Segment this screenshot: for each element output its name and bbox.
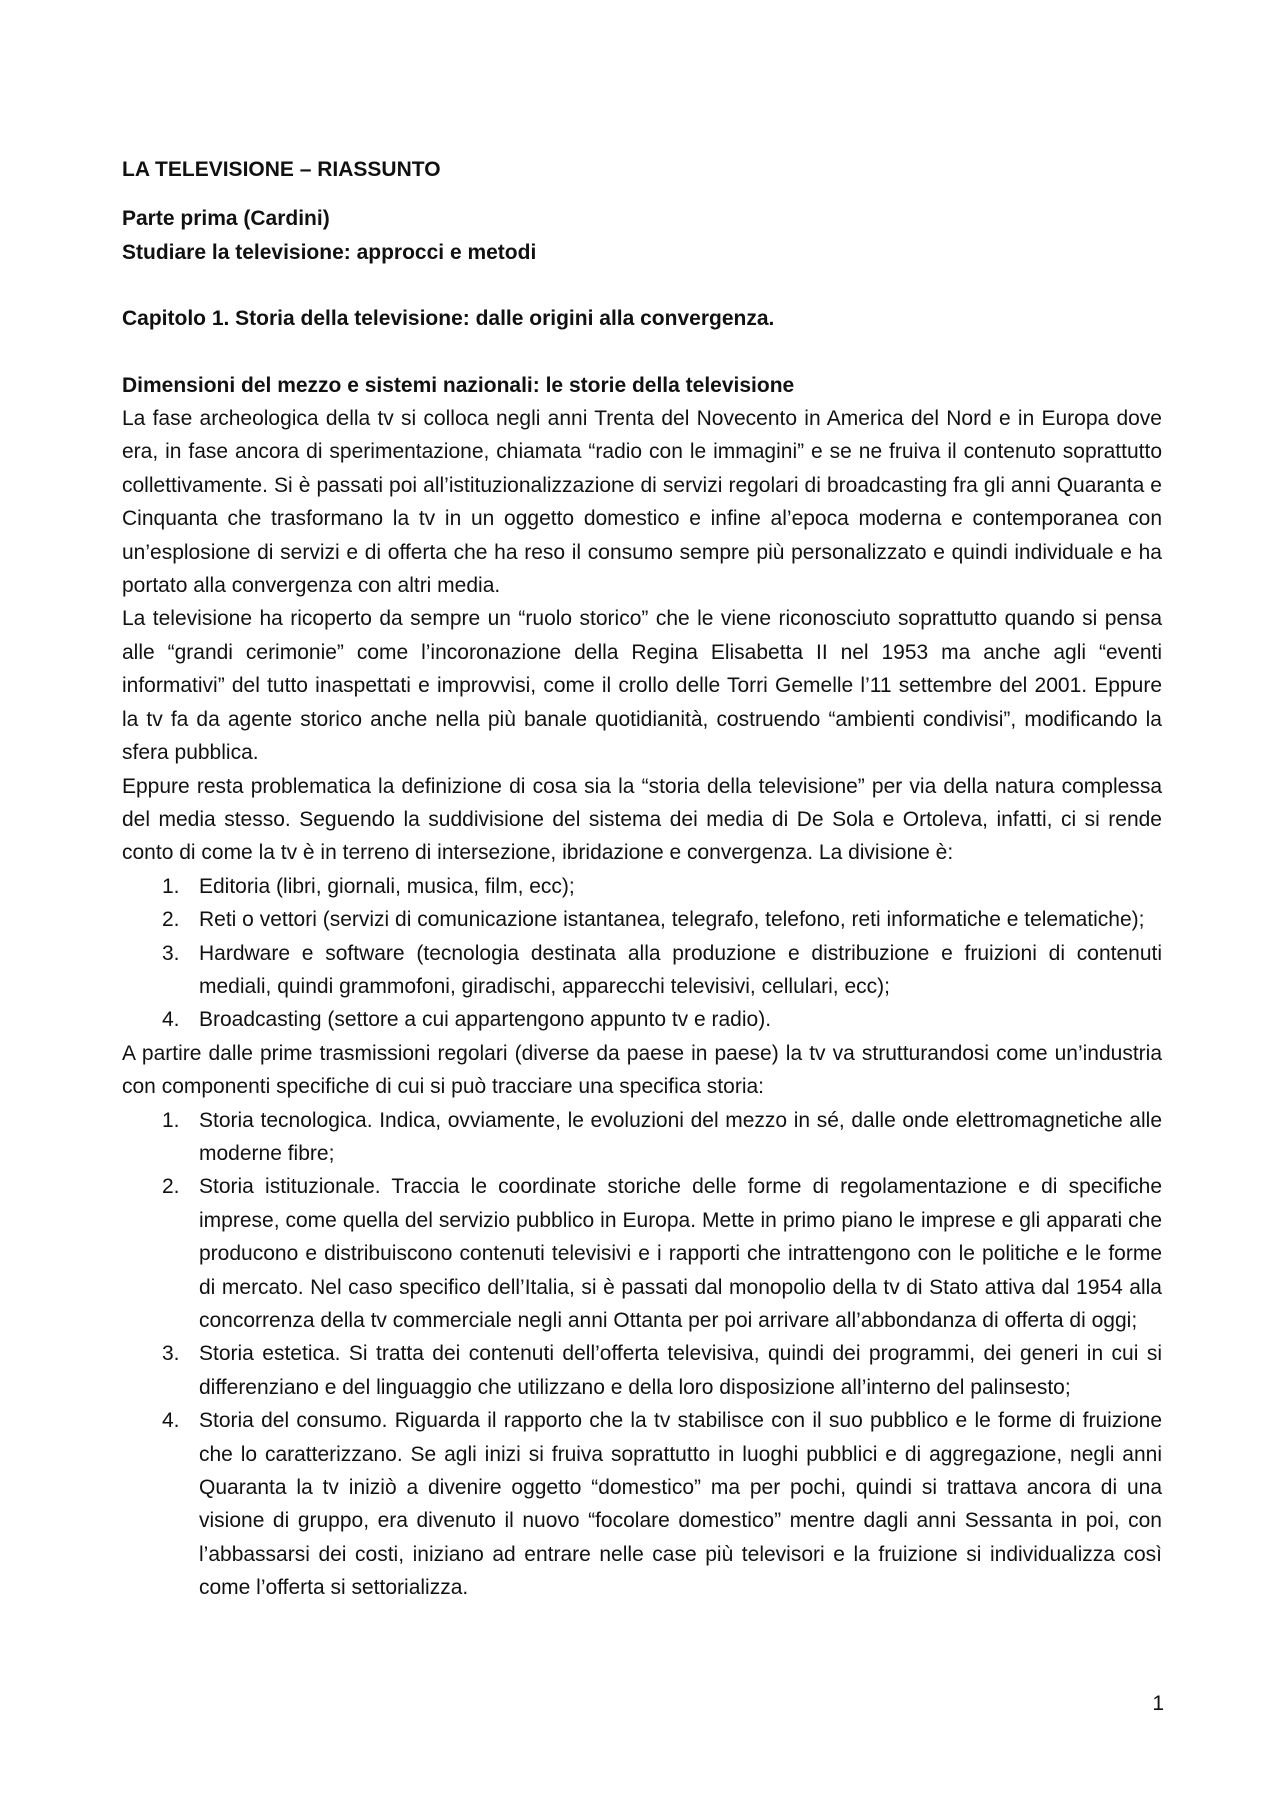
list-item (122, 937, 1162, 1004)
list-item (122, 1003, 1162, 1036)
page-content (122, 153, 1162, 1605)
list-item-text: Storia del consumo. Riguarda il rapporto che la tv stabilisce con il suo pubblico e le forme di fruizione che lo caratterizzano. Se agli inizi si fruiva soprattutto in luoghi pubblici e di aggregazione, negli anni Quaranta la tv iniziò a divenire oggetto “domestico” ma per pochi, quindi si trattava ancora di una visione di gruppo, era divenuto il nuovo “focolare domestico” mentre dagli anni Sessanta in poi, con l’abbassarsi dei costi, iniziano ad entrare nelle case più televisori e la fruizione si individualizza così come l’offerta si settorializza. (199, 1409, 1162, 1600)
list-item (122, 1104, 1162, 1171)
list-item (122, 1404, 1162, 1604)
list-number: 2. (162, 1175, 180, 1199)
list-item (122, 870, 1162, 903)
document-title: LA TELEVISIONE – RIASSUNTO (122, 158, 441, 181)
media-division-list (122, 870, 1162, 1037)
part-heading: Parte prima (Cardini) (122, 207, 330, 231)
list-item-text: Storia tecnologica. Indica, ovviamente, le evoluzioni del mezzo in sé, dalle onde elettromagnetiche alle moderne fibre; (199, 1108, 1162, 1165)
list-number: 3. (162, 1342, 180, 1366)
list-item-text: Storia istituzionale. Traccia le coordinate storiche delle forme di regolamentazione e di specifiche imprese, come quella del servizio pubblico in Europa. Mette in primo piano le imprese e gli apparati che producono e distribuiscono contenuti televisivi e i rapporti che intrattengono con le politiche e le forme di mercato. Nel caso specifico dell’Italia, si è passati dal monopolio della tv di Stato attiva dal 1954 alla concorrenza della tv commerciale negli anni Ottanta per poi arrivare all’abbondanza di offerta di oggi; (199, 1175, 1162, 1332)
chapter-heading: Capitolo 1. Storia della televisione: dalle origini alla convergenza. (122, 307, 775, 331)
paragraph: A partire dalle prime trasmissioni regolari (diverse da paese in paese) la tv va strutturandosi come un’industria con componenti specifiche di cui si può tracciare una specifica storia: (122, 1041, 1162, 1099)
list-number: 4. (162, 1008, 180, 1032)
list-item-text: Hardware e software (tecnologia destinata alla produzione e distribuzione e fruizioni di contenuti mediali, quindi grammofoni, giradischi, apparecchi televisivi, cellulari, ecc); (199, 941, 1162, 998)
paragraph: Eppure resta problematica la definizione di cosa sia la “storia della televisione” per via della natura complessa del media stesso. Seguendo la suddivisione del sistema dei media di De Sola e Ortoleva, infatti, ci si rende conto di come la tv è in terreno di intersezione, ibridazione e convergenza. La divisione è: (122, 774, 1162, 865)
list-item (122, 903, 1162, 936)
list-number: 1. (162, 1108, 180, 1132)
list-item (122, 1337, 1162, 1404)
page-number: 1 (1152, 1692, 1164, 1715)
list-number: 2. (162, 908, 180, 932)
section-heading: Dimensioni del mezzo e sistemi nazionali: le storie della televisione (122, 373, 795, 397)
list-item-text: Broadcasting (settore a cui appartengono appunto tv e radio). (199, 1008, 772, 1032)
list-number: 1. (162, 874, 180, 898)
paragraph: La televisione ha ricoperto da sempre un “ruolo storico” che le viene riconosciuto soprattutto quando si pensa alle “grandi cerimonie” come l’incoronazione della Regina Elisabetta II nel 1953 ma anche agli “eventi informativi” del tutto inaspettati e improvvisi, come il crollo delle Torri Gemelle l’11 settembre del 2001. Eppure la tv fa da agente storico anche nella più banale quotidianità, costruendo “ambienti condivisi”, modificando la sfera pubblica. (122, 607, 1162, 765)
paragraph: La fase archeologica della tv si colloca negli anni Trenta del Novecento in America del Nord e in Europa dove era, in fase ancora di sperimentazione, chiamata “radio con le immagini” e se ne fruiva il contenuto soprattutto collettivamente. Si è passati poi all’istituzionalizzazione di servizi regolari di broadcasting fra gli anni Quaranta e Cinquanta che trasformano la tv in un oggetto domestico e infine al’epoca moderna e contemporanea con un’esplosione di servizi e di offerta che ha reso il consumo sempre più personalizzato e quindi individuale e ha portato alla convergenza con altri media. (122, 407, 1162, 598)
history-types-list (122, 1104, 1162, 1605)
list-item-text: Editoria (libri, giornali, musica, film, ecc); (199, 874, 575, 898)
list-number: 3. (162, 941, 180, 965)
list-number: 4. (162, 1409, 180, 1433)
list-item (122, 1170, 1162, 1337)
list-item-text: Storia estetica. Si tratta dei contenuti dell’offerta televisiva, quindi dei programmi, dei generi in cui si differenziano e del linguaggio che utilizzano e della loro disposizione all’interno del palinsesto; (199, 1342, 1162, 1399)
part-subtitle: Studiare la televisione: approcci e metodi (122, 240, 537, 264)
list-item-text: Reti o vettori (servizi di comunicazione istantanea, telegrafo, telefono, reti informatiche e telematiche); (199, 908, 1145, 932)
